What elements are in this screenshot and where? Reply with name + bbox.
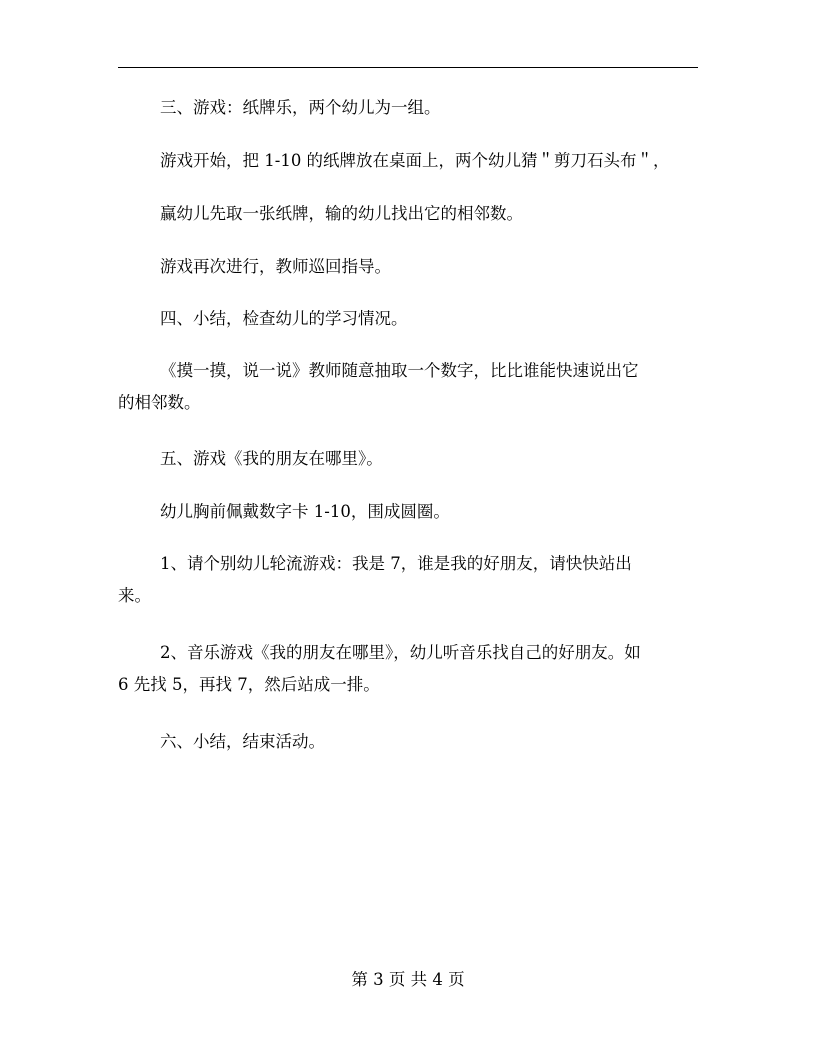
paragraph-line: 幼儿胸前佩戴数字卡 1-10，围成圆圈。 bbox=[160, 502, 450, 521]
paragraph bbox=[118, 198, 698, 230]
paragraph-line: 来。 bbox=[118, 586, 151, 605]
paragraph bbox=[118, 92, 698, 124]
paragraph bbox=[118, 355, 698, 419]
paragraph bbox=[118, 637, 698, 701]
paragraph bbox=[118, 496, 698, 528]
page-number-footer: 第 3 页 共 4 页 bbox=[351, 970, 465, 989]
paragraph-line: 六、小结，结束活动。 bbox=[160, 732, 325, 751]
paragraph-line: 6 先找 5，再找 7，然后站成一排。 bbox=[118, 675, 380, 694]
paragraph-line: 游戏开始，把 1-10 的纸牌放在桌面上，两个幼儿猜＂剪刀石头布＂， bbox=[160, 151, 670, 170]
paragraph-line: 三、游戏：纸牌乐，两个幼儿为一组。 bbox=[160, 98, 441, 117]
paragraph bbox=[118, 145, 698, 177]
paragraph-line: 五、游戏《我的朋友在哪里》。 bbox=[160, 449, 383, 468]
paragraph-line: 的相邻数。 bbox=[118, 393, 201, 412]
header-rule bbox=[118, 67, 698, 68]
paragraph bbox=[118, 548, 698, 612]
paragraph bbox=[118, 443, 698, 475]
paragraph bbox=[118, 726, 698, 758]
paragraph-line: 《摸一摸，说一说》教师随意抽取一个数字，比比谁能快速说出它 bbox=[160, 361, 639, 380]
paragraph bbox=[118, 303, 698, 335]
paragraph bbox=[118, 251, 698, 283]
paragraph-line: 1、请个别幼儿轮流游戏：我是 7，谁是我的好朋友，请快快站出 bbox=[160, 554, 632, 573]
paragraph-line: 赢幼儿先取一张纸牌，输的幼儿找出它的相邻数。 bbox=[160, 204, 523, 223]
paragraph-line: 2、音乐游戏《我的朋友在哪里》，幼儿听音乐找自己的好朋友。如 bbox=[160, 643, 641, 662]
paragraph-line: 四、小结，检查幼儿的学习情况。 bbox=[160, 309, 408, 328]
paragraph-line: 游戏再次进行，教师巡回指导。 bbox=[160, 257, 391, 276]
